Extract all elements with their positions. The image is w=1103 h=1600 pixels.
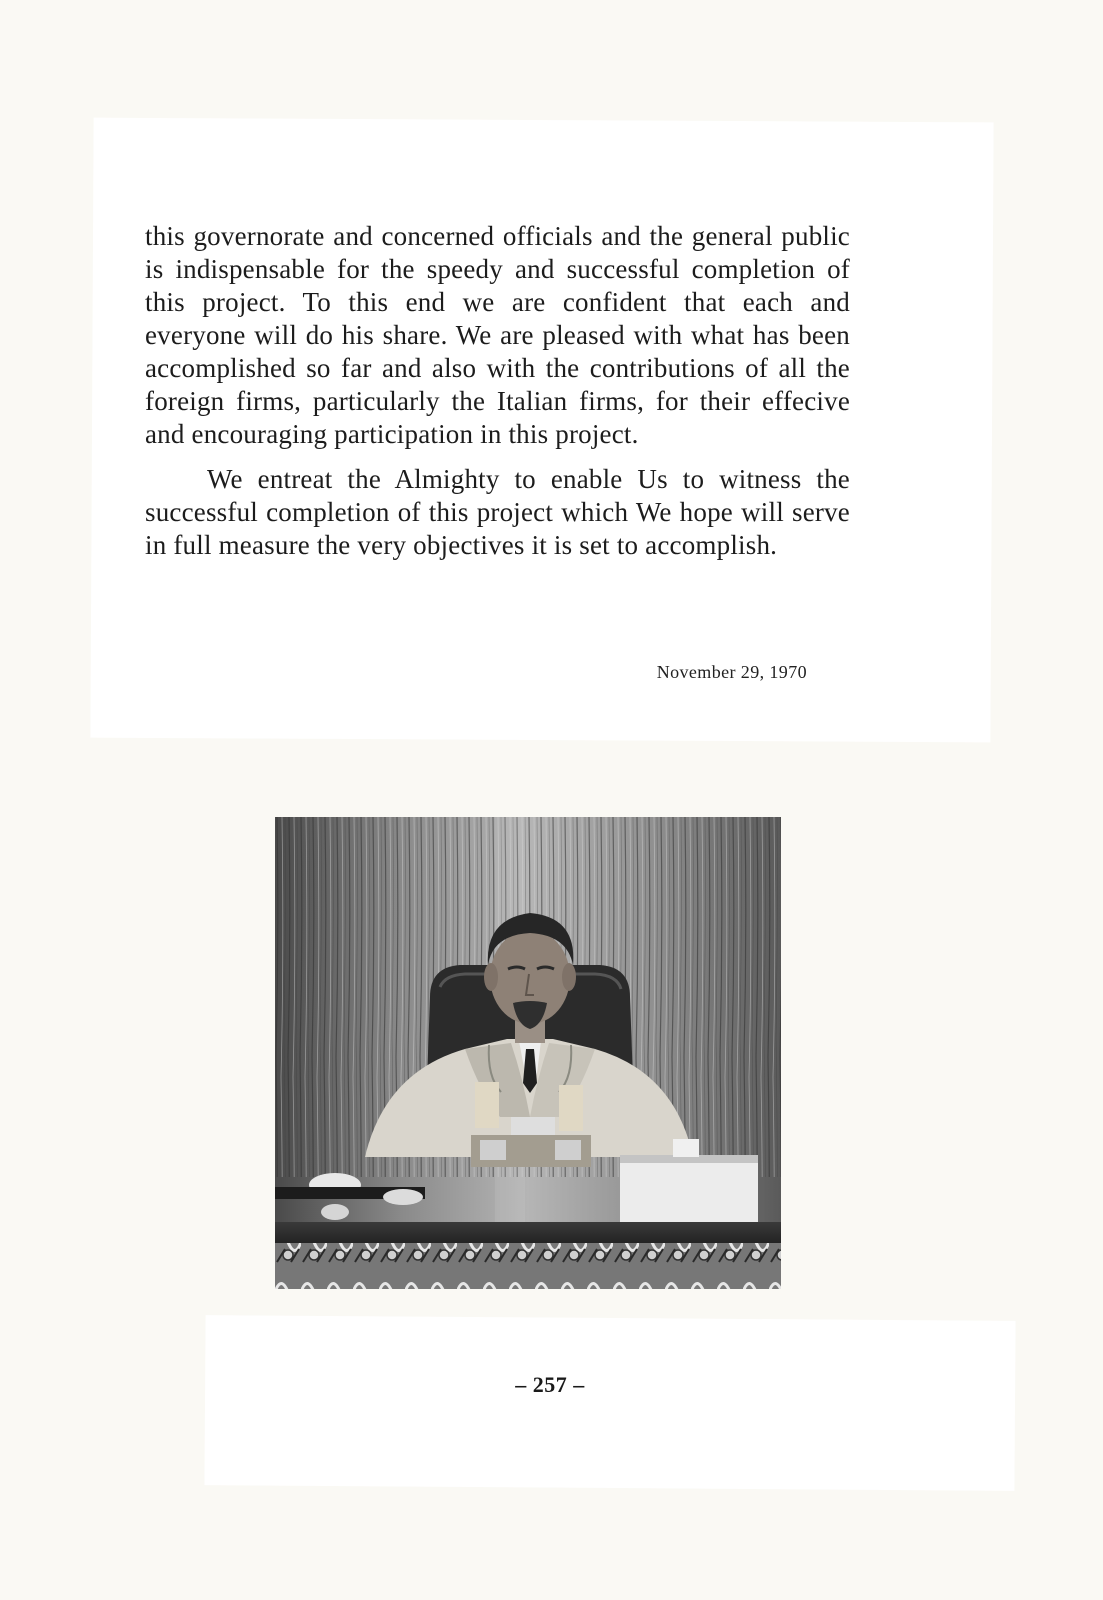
paragraph-2: We entreat the Almighty to enable Us to witness the successful completion of this project which We hope will serve in full measure the very objectives it is set to accomplish.	[145, 464, 850, 560]
portrait-photo	[275, 817, 781, 1289]
document-date: November 29, 1970	[656, 662, 807, 682]
page-number: – 257 –	[515, 1372, 585, 1397]
paper-patch-bottom	[204, 1315, 1015, 1491]
body-text	[145, 220, 850, 562]
paragraph-1: this governorate and concerned officials and the general public is indispensable for the speedy and successful completion of this project. To this end we are confident that each and everyone will do his share. We are pleased with what has been accomplished so far and also with the contributions of all the foreign firms, particularly the Italian firms, for their effecive and encouraging participation in this project.	[145, 221, 850, 449]
